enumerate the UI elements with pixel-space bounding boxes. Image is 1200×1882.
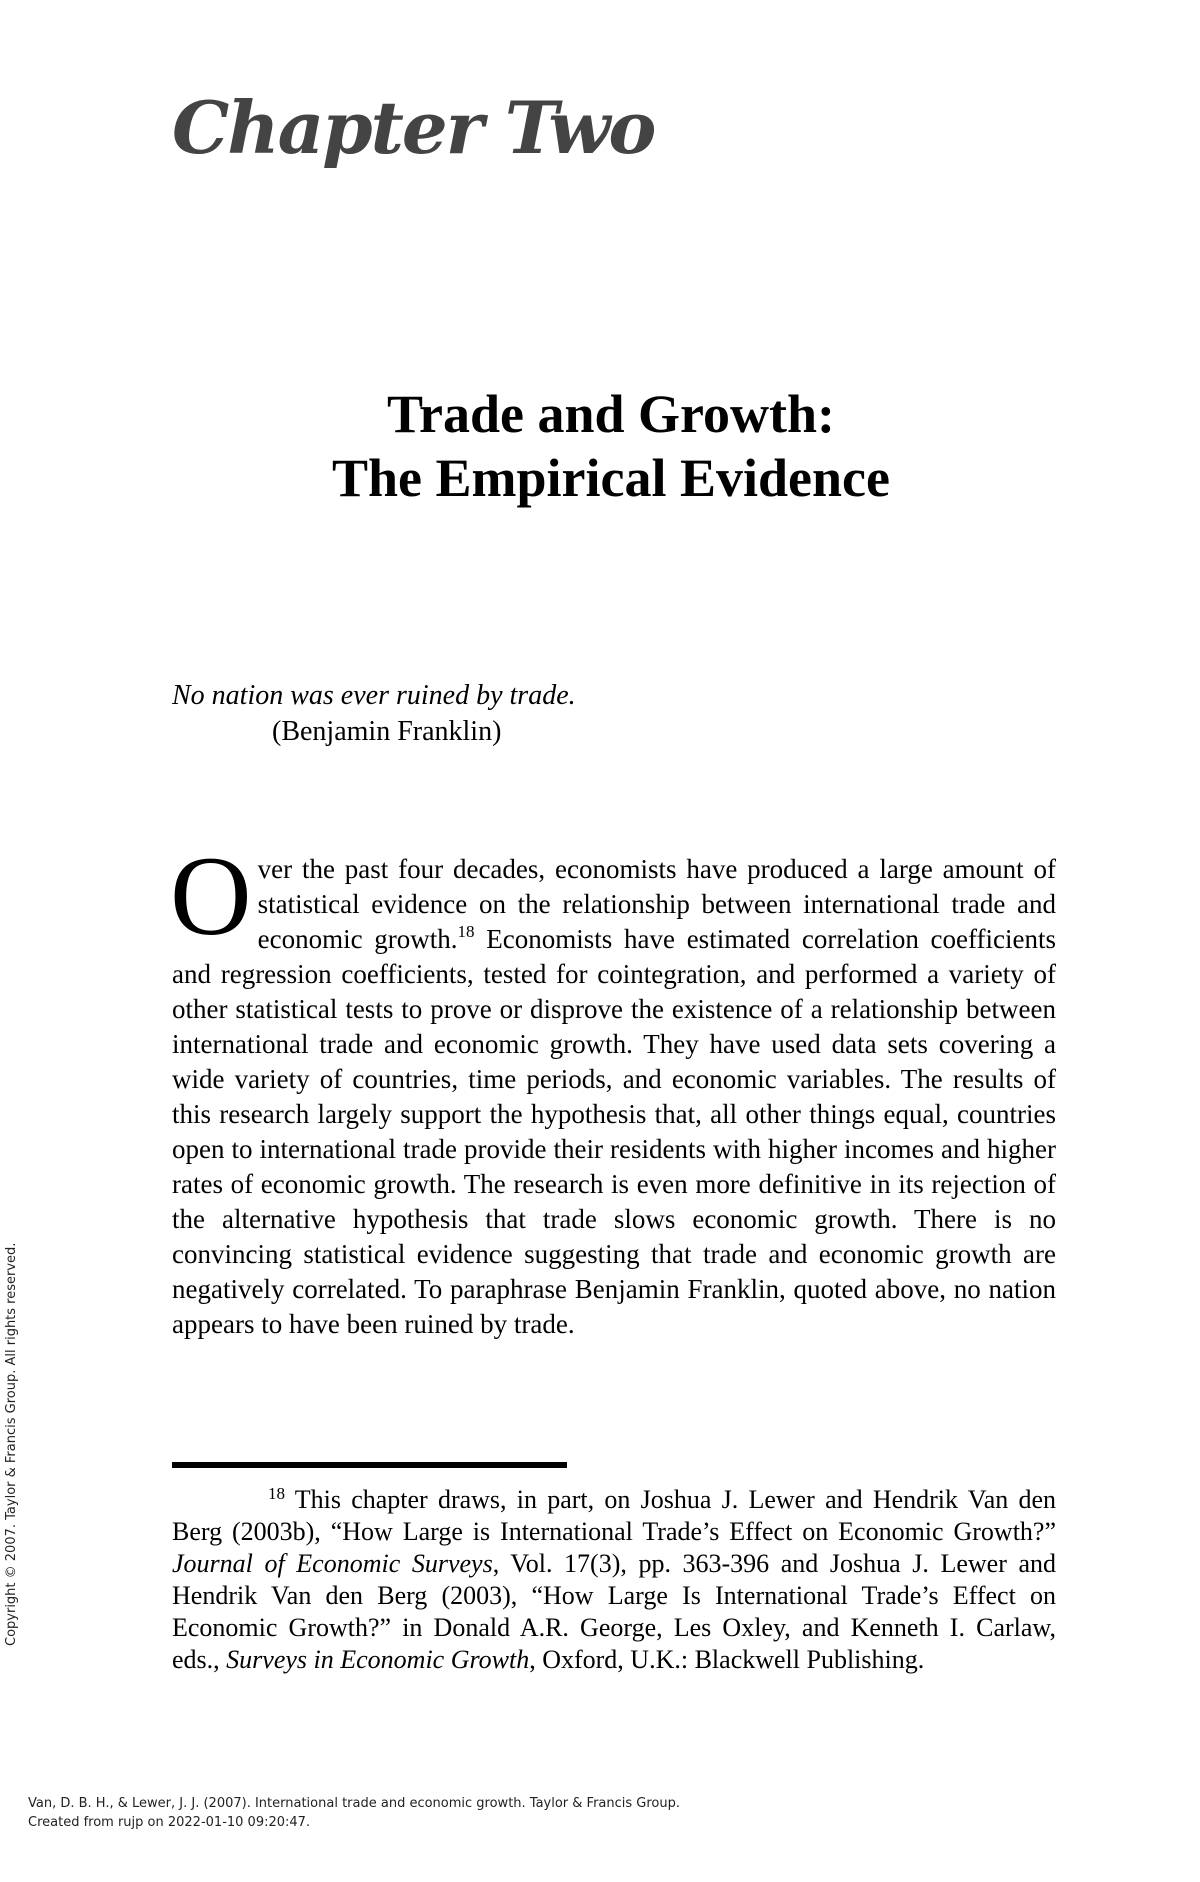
epigraph-author: (Benjamin Franklin)	[272, 716, 502, 747]
body-paragraph	[170, 834, 1057, 1342]
body-text-part2: Economists have estimated correlation coefficients and regression coefficients, tested for cointegration, and performed a variety of other statistical tests to prove or disprove the existence of a relationship between international trade and economic growth. They have used data sets covering a wide variety of countries, time periods, and economic variables. The results of this research largely support the hypothesis that, all other things equal, countries open to international trade provide their residents with higher incomes and higher rates of economic growth. The research is even more definitive in its rejection of the alternative hypothesis that trade slows economic growth. There is no convincing statistical evidence suggesting that trade and economic growth are negatively correlated. To paraphrase Benjamin Franklin, quoted above, no nation appears to have been ruined by trade.	[172, 924, 1057, 1339]
chapter-label: Chapter Two	[172, 85, 655, 170]
footnote-journal-title: Journal of Economic Surveys	[172, 1549, 493, 1578]
footnote-divider	[172, 1462, 567, 1468]
citation-footer	[28, 1794, 680, 1832]
footnote-number: 18	[268, 1484, 285, 1503]
epigraph	[172, 678, 576, 750]
footnote-text-part1: This chapter draws, in part, on Joshua J. Lewer and Hendrik Van den Berg (2003b), “How Large is International Trade’s Effect on Economic Growth?”	[172, 1485, 1056, 1546]
footnote-text-part3: , Oxford, U.K.: Blackwell Publishing.	[529, 1645, 925, 1674]
epigraph-quote: No nation was ever ruined by trade.	[172, 680, 576, 711]
footnote-reference[interactable]: 18	[457, 922, 475, 941]
footnote-text-part2: , Vol. 17(3), pp. 363-396 and Joshua J. Lewer and Hendrik Van den Berg (2003), “How Large Is International Trade’s Effect on Economic Growth?” in Donald A.R. George, Les Oxley, and Kenneth I. Carlaw, eds.,	[172, 1549, 1056, 1674]
footnote	[172, 1484, 1056, 1676]
chapter-title-line1: Trade and Growth:	[386, 384, 836, 444]
footnote-book-title: Surveys in Economic Growth	[226, 1645, 530, 1674]
copyright-notice: Copyright © 2007. Taylor & Francis Group. All rights reserved.	[4, 1242, 19, 1646]
drop-cap: O	[170, 834, 252, 959]
body-text-part1: ver the past four decades, economists have produced a large amount of statistical evidence on the relationship between international trade and economic growth.	[257, 854, 1056, 954]
chapter-title	[0, 382, 1200, 510]
citation-line1: Van, D. B. H., & Lewer, J. J. (2007). International trade and economic growth. Taylor & Francis Group.	[28, 1796, 681, 1811]
chapter-title-line2: The Empirical Evidence	[332, 448, 890, 508]
citation-line2: Created from rujp on 2022-01-10 09:20:47.	[28, 1815, 311, 1830]
